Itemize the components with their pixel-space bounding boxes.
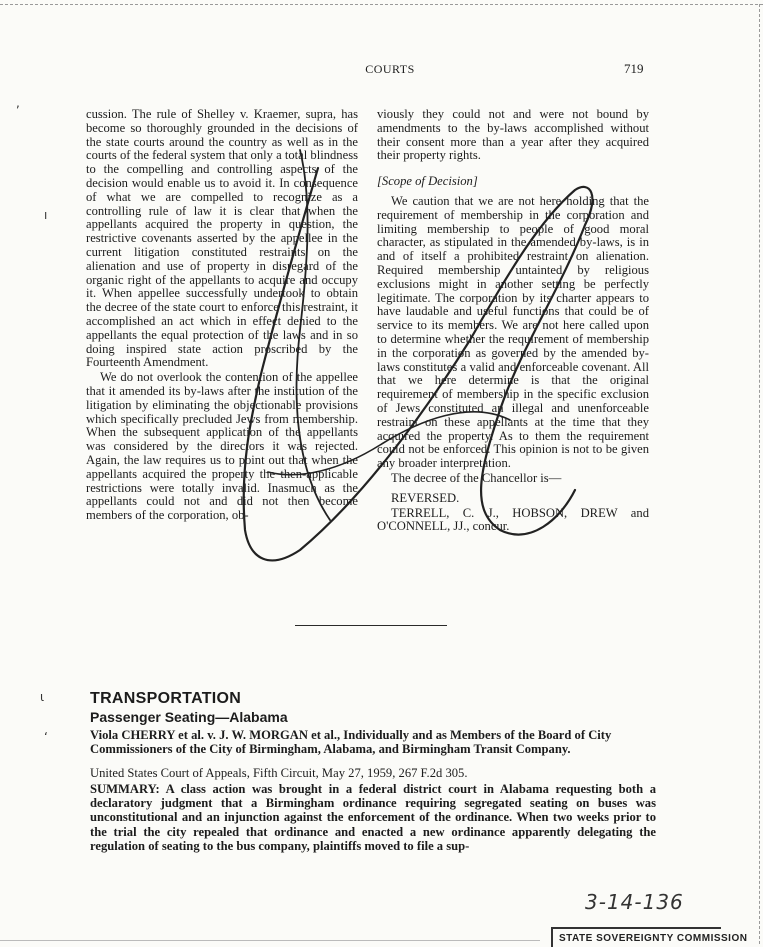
margin-tick-mark: ʻ [44,730,48,744]
left-paragraph: We do not overlook the contention of the appellee that it amended its by-laws after the institution of the litigation by eliminating the objectionable provisions which specifically precluded Jews from membership. When the subsequent application of the appellants was considered by the directors it was rejected. Again, the law requires us to point out that when the appellants acquired the property the then-applicable restrictions were totally invalid. Inasmuch as the appellants could not and did not then become members of the corporation, ob- [86,370,358,523]
section-title: TRANSPORTATION [90,690,242,707]
right-paragraph: We caution that we are not here holding that the requirement of membership in the corporation and limiting membership to people of good moral character, as stipulated in the amended by-laws, is in and of itself a prohibited restraint on alienation. Required membership untainted by religious exclusions might in another setting be perfectly legitimate. The corporation by its charter appears to have laudable and useful functions that could be of service to its members. We are not here called upon to determine whether the requirement of membership in the corporation as governed by the amended by-laws constitutes a valid and enforceable covenant. All that we here determine is that the original requirement of membership in the specific exclusion of Jews constituted an illegal and unenforceable restraint on these appellants at the time that they acquired the property. As to them the requirement could not be enforced. This opinion is not to be given any broader interpretation. [377,193,649,471]
handwritten-date: 3-14-136 [585,890,684,914]
margin-tick-mark: , [16,96,20,110]
page-edge-top [0,4,763,5]
right-continuation: viously they could not and were not bound by amendments to the by-laws accomplished without their consent more than a year after they acquired their property rights. [377,107,649,163]
court-citation: United States Court of Appeals, Fifth Circuit, May 27, 1959, 267 F.2d 305. [90,766,468,780]
case-title: Viola CHERRY et al. v. J. W. MORGAN et al., Individually and as Members of the Board of City Commissioners of the City of Birmingham, Alabama, and Birmingham Transit Company. [90,728,612,756]
page-number: 719 [624,61,644,76]
margin-tick-mark: ɩ [40,690,45,704]
bottom-rule [0,940,540,941]
commission-stamp: STATE SOVEREIGNTY COMMISSION [551,927,721,947]
page-edge-right [759,4,760,944]
concurring-judges: TERRELL, C. J., HOBSON, DREW and O'CONNELL, JJ., concur. [377,505,649,534]
left-paragraph: cussion. The rule of Shelley v. Kraemer, supra, has become so thoroughly grounded in the decisions of the state courts around the country as well as in the courts of the federal system that only a total blindness to the compelling and controlling aspects of the decision would enable us to avoid it. In consequence of what we are compelled to recognize as a controlling rule of law it is clear that when the appellants acquired the property in question, the restrictive covenants asserted by the appellee in the current litigation constituted restraints on the alienation and use of property in disregard of the organic right of the appellants to acquire and occupy it. When appellee successfully undertook to obtain the decree of the state court to enforce this restraint, it accomplished an act which in effect denied to the appellants the equal protection of the laws and in so doing inspired state action proscribed by the Fourteenth Amendment. [86,107,358,370]
scope-subheading: [Scope of Decision] [377,174,478,189]
ruling: REVERSED. [391,490,460,505]
section-subtitle: Passenger Seating—Alabama [90,709,288,725]
case-summary: SUMMARY: A class action was brought in a federal district court in Alabama requesting both a declaratory judgment that a Birmingham ordinance requiring segregated seating on buses was unconstitutional and an injunction against the enforcement of the ordinance. When two weeks prior to the trial the city repealed that ordinance and enacted a new ordinance apparently delegating the regulation of seating to the bus company, plaintiffs moved to file a sup- [90,782,656,853]
left-column [86,108,358,523]
right-paragraph: The decree of the Chancellor is— [391,470,562,485]
running-head: COURTS [365,62,415,76]
right-column [377,108,649,534]
case-divider [295,625,447,626]
margin-tick-mark: ı [44,208,48,222]
